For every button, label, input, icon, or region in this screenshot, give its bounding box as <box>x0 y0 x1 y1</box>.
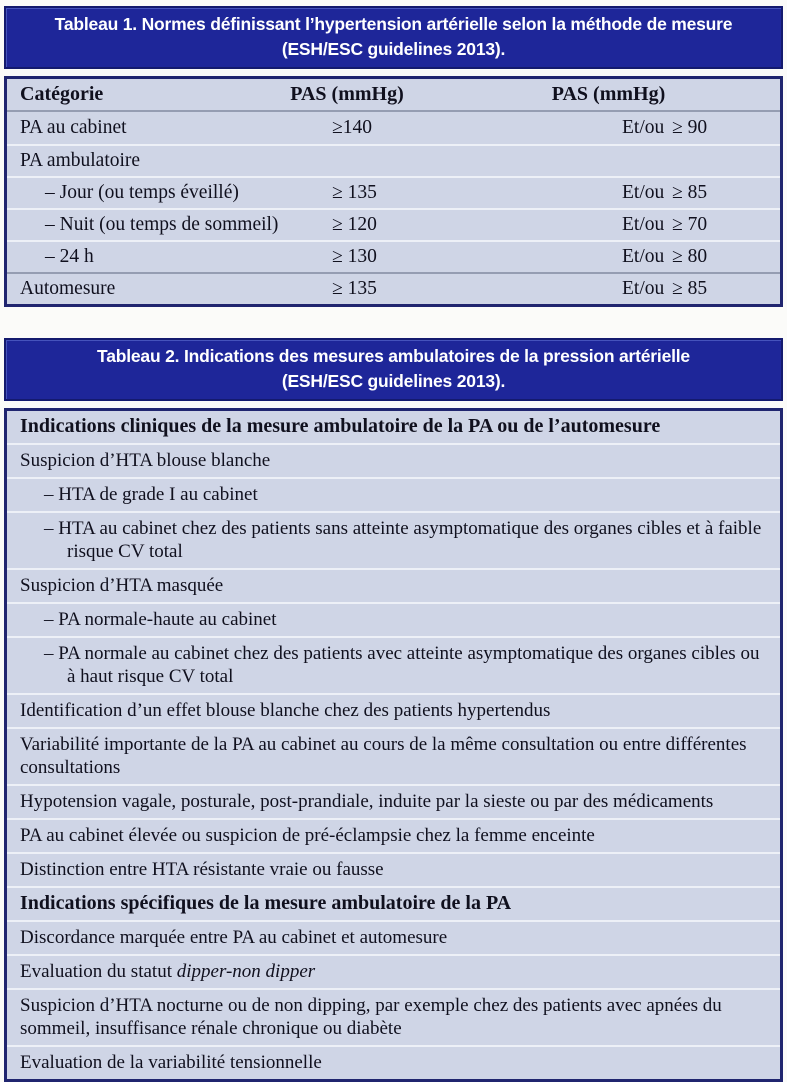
table1-row-automesure <box>7 272 780 304</box>
table2-row: – HTA de grade I au cabinet <box>7 477 780 511</box>
row-label: Automesure <box>20 278 116 299</box>
table2-title-line2: (ESH/ESC guidelines 2013). <box>281 371 506 391</box>
pas-value: ≥140 <box>332 117 372 138</box>
table2-row: – PA normale-haute au cabinet <box>7 602 780 636</box>
row-label: PA au cabinet <box>20 117 127 138</box>
pas-value: ≥ 120 <box>332 214 377 235</box>
table1-title-line1: Tableau 1. Normes définissant l’hypertension artérielle selon la méthode de mesure <box>54 14 733 34</box>
pad-value: ≥ 80 <box>672 246 708 267</box>
table2-row: Identification d’un effet blouse blanche chez des patients hypertendus <box>7 693 780 727</box>
table1-header-pad: PAS (mmHg) <box>551 83 666 105</box>
pas-value: ≥ 130 <box>332 246 377 267</box>
pas-value: ≥ 135 <box>332 182 377 203</box>
row-label: – 24 h <box>45 246 94 267</box>
table1-title-line2: (ESH/ESC guidelines 2013). <box>281 39 506 59</box>
table2-row: Evaluation de la variabilité tensionnelle <box>7 1045 780 1079</box>
table1-row-pa-ambulatoire <box>7 144 780 176</box>
table2-section-specifiques: Indications spécifiques de la mesure ambulatoire de la PA <box>7 886 780 920</box>
table2-row: Hypotension vagale, posturale, post-prandiale, induite par la sieste ou par des médicaments <box>7 784 780 818</box>
pad-value: ≥ 70 <box>672 214 708 235</box>
table2-row: PA au cabinet élevée ou suspicion de pré-éclampsie chez la femme enceinte <box>7 818 780 852</box>
table1-row-jour <box>7 176 780 208</box>
etou-label: Et/ou <box>622 278 665 299</box>
table1-header-categorie: Catégorie <box>20 83 104 105</box>
table1-row-24h <box>7 240 780 272</box>
table1-row-nuit <box>7 208 780 240</box>
table2-row: Distinction entre HTA résistante vraie ou fausse <box>7 852 780 886</box>
row-text: Evaluation du statut <box>20 961 177 982</box>
table2-row: Variabilité importante de la PA au cabinet au cours de la même consultation ou entre différentes consultations <box>7 727 780 784</box>
table2-row-dipper <box>7 954 780 988</box>
pad-value: ≥ 85 <box>672 278 708 299</box>
pas-value: ≥ 135 <box>332 278 377 299</box>
table2-row: – HTA au cabinet chez des patients sans atteinte asymptomatique des organes cibles et à faible risque CV total <box>7 511 780 568</box>
table2-row: – PA normale au cabinet chez des patients avec atteinte asymptomatique des organes cibles ou à haut risque CV total <box>7 636 780 693</box>
pad-value: ≥ 90 <box>672 117 708 138</box>
row-text-italic: dipper-non dipper <box>176 961 316 982</box>
etou-label: Et/ou <box>622 246 665 267</box>
table1-header-row <box>7 79 780 112</box>
etou-label: Et/ou <box>622 117 665 138</box>
etou-label: Et/ou <box>622 182 665 203</box>
section-gap <box>4 307 783 338</box>
table2-row: Suspicion d’HTA blouse blanche <box>7 443 780 477</box>
pad-value: ≥ 85 <box>672 182 708 203</box>
table2-row: Suspicion d’HTA masquée <box>7 568 780 602</box>
row-label: – Jour (ou temps éveillé) <box>45 182 239 203</box>
table2-title-line1: Tableau 2. Indications des mesures ambulatoires de la pression artérielle <box>97 346 690 366</box>
table1-header-pas: PAS (mmHg) <box>290 83 404 105</box>
table1-title-banner <box>4 6 783 69</box>
row-label: – Nuit (ou temps de sommeil) <box>45 214 279 235</box>
table2 <box>4 408 783 1082</box>
table2-title-banner <box>4 338 783 401</box>
row-label: PA ambulatoire <box>20 150 141 171</box>
table2-row: Suspicion d’HTA nocturne ou de non dipping, par exemple chez des patients avec apnées du sommeil, insuffisance rénale chronique ou diabète <box>7 988 780 1045</box>
table1-row-pa-cabinet <box>7 112 780 144</box>
table1 <box>4 76 783 307</box>
table2-section-cliniques: Indications cliniques de la mesure ambulatoire de la PA ou de l’automesure <box>20 415 661 437</box>
etou-label: Et/ou <box>622 214 665 235</box>
table2-row: Discordance marquée entre PA au cabinet et automesure <box>7 920 780 954</box>
